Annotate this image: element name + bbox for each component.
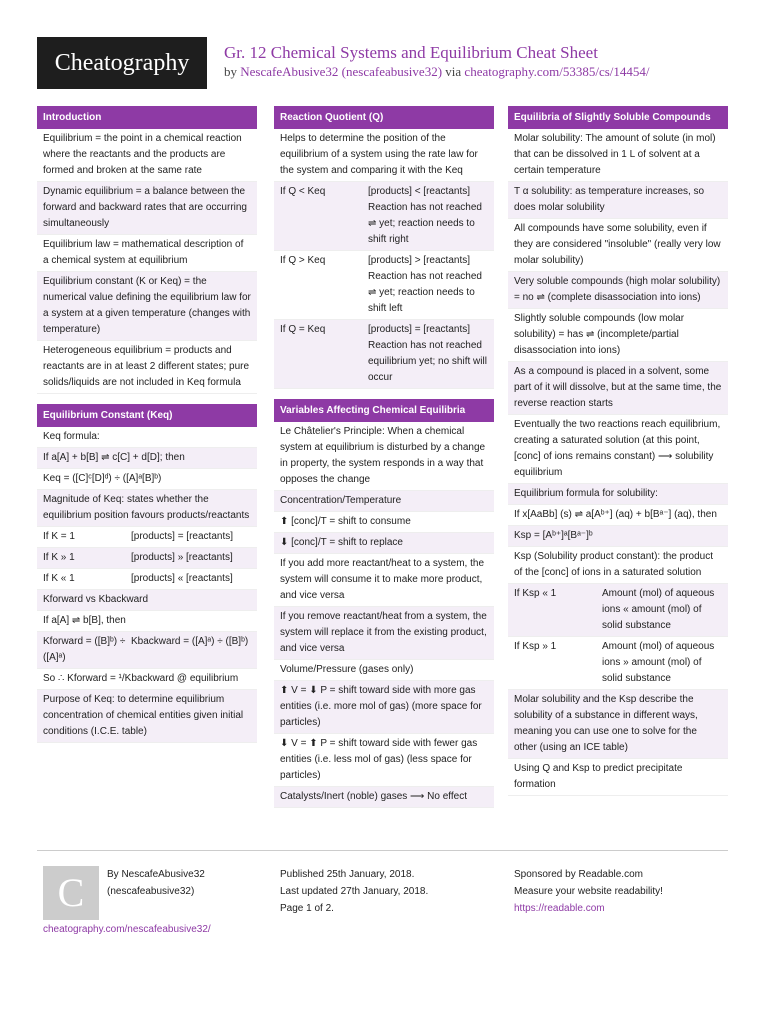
table-row [508, 637, 728, 690]
list-item: Dynamic equilibrium = a balance between the forward and backward rates that are occurring simultaneously [37, 182, 257, 235]
footer-author-name[interactable]: By NescafeAbusive32 [107, 869, 205, 880]
list-item: Le Châtelier's Principle: When a chemical system at equilibrium is disturbed by a change in property, the system responds in a way that opposes the change [274, 422, 494, 491]
table-row [37, 569, 257, 590]
list-item: If a[A] + b[B] ⇌ c[C] + d[D]; then [37, 448, 257, 469]
list-item: Molar solubility and the Ksp describe the solubility of a substance in different ways, meaning you can use one to solve for the other (using an ICE table) [508, 690, 728, 759]
list-item: Equilibrium formula for solubility: [508, 484, 728, 505]
published-date: Published 25th January, 2018. [280, 869, 415, 880]
sponsor-tagline: Measure your website readability! [514, 886, 663, 897]
list-item: Catalysts/Inert (noble) gases ⟶ No effect [274, 787, 494, 808]
author-link[interactable]: NescafeAbusive32 (nescafeabusive32) [240, 64, 443, 79]
row-label: If K » 1 [43, 552, 75, 563]
byline [224, 64, 650, 80]
footer-author-handle: (nescafeabusive32) [107, 886, 195, 897]
list-item: Using Q and Ksp to predict precipitate formation [508, 759, 728, 796]
sponsor-link[interactable]: https://readable.com [514, 903, 605, 914]
section-header: Introduction [37, 106, 257, 129]
list-item: Equilibrium constant (K or Keq) = the numerical value defining the equilibrium law for a system at a given temperature (changes with temperature) [37, 272, 257, 341]
list-item: Magnitude of Keq: states whether the equilibrium position favours products/reactants [37, 490, 257, 527]
list-item: If you add more reactant/heat to a system, the system will consume it to make more product, and vice versa [274, 554, 494, 607]
list-item: Heterogeneous equilibrium = products and reactants are in at least 2 different states; pure solids/liquids are not included in Keq formula [37, 341, 257, 394]
footer-profile-link[interactable]: cheatography.com/nescafeabusive32/ [43, 924, 211, 935]
page-title: Gr. 12 Chemical Systems and Equilibrium Cheat Sheet [224, 43, 598, 62]
list-item: If x[AaBb] (s) ⇌ a[Aᵇ⁺] (aq) + b[Bᵃ⁻] (aq), then [508, 505, 728, 526]
list-item: ⬆ V = ⬇ P = shift toward side with more gas entities (i.e. more mol of gas) (more space for particles) [274, 681, 494, 734]
row-label: If Ksp « 1 [514, 588, 557, 599]
row-label: If K « 1 [43, 573, 75, 584]
list-item: Keq formula: [37, 427, 257, 448]
list-item: Kforward vs Kbackward [37, 590, 257, 611]
list-item: ⬇ V = ⬆ P = shift toward side with fewer gas entities (i.e. less mol of gas) (less space for particles) [274, 734, 494, 787]
column-3 [508, 106, 728, 806]
row-label: If Q = Keq [280, 324, 326, 335]
table-row [37, 548, 257, 569]
list-item: So ∴ Kforward = ¹/Kbackward @ equilibrium [37, 669, 257, 690]
sheet-url-link[interactable]: cheatography.com/53385/cs/14454/ [464, 64, 650, 79]
row-value: [products] > [reactants] Reaction has not reached ⇌ yet; reaction needs to shift left [368, 255, 482, 314]
row-label: If Q > Keq [280, 255, 326, 266]
table-row [37, 527, 257, 548]
footer-divider [37, 850, 728, 851]
byline-by: by [224, 64, 237, 79]
list-item: If you remove reactant/heat from a system, the system will replace it from the existing product, and vice versa [274, 607, 494, 660]
list-item: Keq = ([C]ᶜ[D]ᵈ) ÷ ([A]ᵃ[B]ᵇ) [37, 469, 257, 490]
list-item: Very soluble compounds (high molar solubility) = no ⇌ (complete disassociation into ions) [508, 272, 728, 309]
row-value: [products] » [reactants] [131, 552, 233, 563]
table-row [274, 182, 494, 251]
row-value: [products] = [reactants] Reaction has not reached equilibrium yet; no shift will occur [368, 324, 487, 383]
row-value: [products] = [reactants] [131, 531, 233, 542]
list-item: Volume/Pressure (gases only) [274, 660, 494, 681]
section-header: Equilibria of Slightly Soluble Compounds [508, 106, 728, 129]
list-item: Helps to determine the position of the equilibrium of a system using the rate law for the system and comparing it with the Keq [274, 129, 494, 182]
section-box [508, 106, 728, 796]
row-value: Amount (mol) of aqueous ions » amount (mol) of solid substance [602, 641, 715, 684]
row-value: Amount (mol) of aqueous ions « amount (mol) of solid substance [602, 588, 715, 631]
list-item: ⬇ [conc]/T = shift to replace [274, 533, 494, 554]
list-item: As a compound is placed in a solvent, some part of it will dissolve, but at the same time, the reverse reaction starts [508, 362, 728, 415]
list-item: All compounds have some solubility, even if they are considered "insoluble" (really very low molar solubility) [508, 219, 728, 272]
list-item: T α solubility: as temperature increases, so does molar solubility [508, 182, 728, 219]
row-value: Kbackward = ([A]ᵃ) ÷ ([B]ᵇ) [131, 636, 249, 647]
column-2 [274, 106, 494, 818]
row-label: If Ksp » 1 [514, 641, 557, 652]
cheatography-logo[interactable]: Cheatography [37, 37, 207, 89]
list-item: Equilibrium law = mathematical description of a chemical system at equilibrium [37, 235, 257, 272]
section-box [274, 106, 494, 389]
sponsor-text: Sponsored by Readable.com [514, 869, 643, 880]
section-header: Equilibrium Constant (Keq) [37, 404, 257, 427]
list-item: Concentration/Temperature [274, 491, 494, 512]
list-item: Slightly soluble compounds (low molar solubility) = has ⇌ (incomplete/partial disassociation into ions) [508, 309, 728, 362]
cheatography-c-logo: C [43, 866, 99, 920]
list-item: Ksp = [Aᵇ⁺]ᵃ[Bᵃ⁻]ᵇ [508, 526, 728, 547]
table-row [37, 632, 257, 669]
row-label: If K = 1 [43, 531, 75, 542]
section-box [37, 106, 257, 394]
list-item: Molar solubility: The amount of solute (in mol) that can be dissolved in 1 L of solvent at a certain temperature [508, 129, 728, 182]
footer-dates [280, 866, 428, 917]
updated-date: Last updated 27th January, 2018. [280, 886, 429, 897]
section-header: Reaction Quotient (Q) [274, 106, 494, 129]
row-label: Kforward = ([B]ᵇ) ÷ ([A]ᵃ) [43, 636, 126, 663]
table-row [274, 320, 494, 389]
page-number: Page 1 of 2. [280, 903, 334, 914]
footer-sponsor [514, 866, 663, 917]
byline-via: via [445, 64, 462, 79]
list-item: Ksp (Solubility product constant): the product of the [conc] of ions in a saturated solution [508, 547, 728, 584]
list-item: Eventually the two reactions reach equilibrium, creating a saturated solution (at this point, [conc] of ions remains constant) ⟶ solubility equilibrium [508, 415, 728, 484]
section-header: Variables Affecting Chemical Equilibria [274, 399, 494, 422]
list-item: If a[A] ⇌ b[B], then [37, 611, 257, 632]
row-label: If Q < Keq [280, 186, 326, 197]
column-1 [37, 106, 257, 753]
list-item: Equilibrium = the point in a chemical reaction where the reactants and the products are formed and broken at the same rate [37, 129, 257, 182]
section-box [37, 404, 257, 743]
list-item: Purpose of Keq: to determine equilibrium concentration of chemical entities given initial conditions (I.C.E. table) [37, 690, 257, 743]
list-item: ⬆ [conc]/T = shift to consume [274, 512, 494, 533]
table-row [274, 251, 494, 320]
row-value: [products] < [reactants] Reaction has not reached ⇌ yet; reaction needs to shift right [368, 186, 482, 245]
row-value: [products] « [reactants] [131, 573, 233, 584]
section-box [274, 399, 494, 808]
table-row [508, 584, 728, 637]
